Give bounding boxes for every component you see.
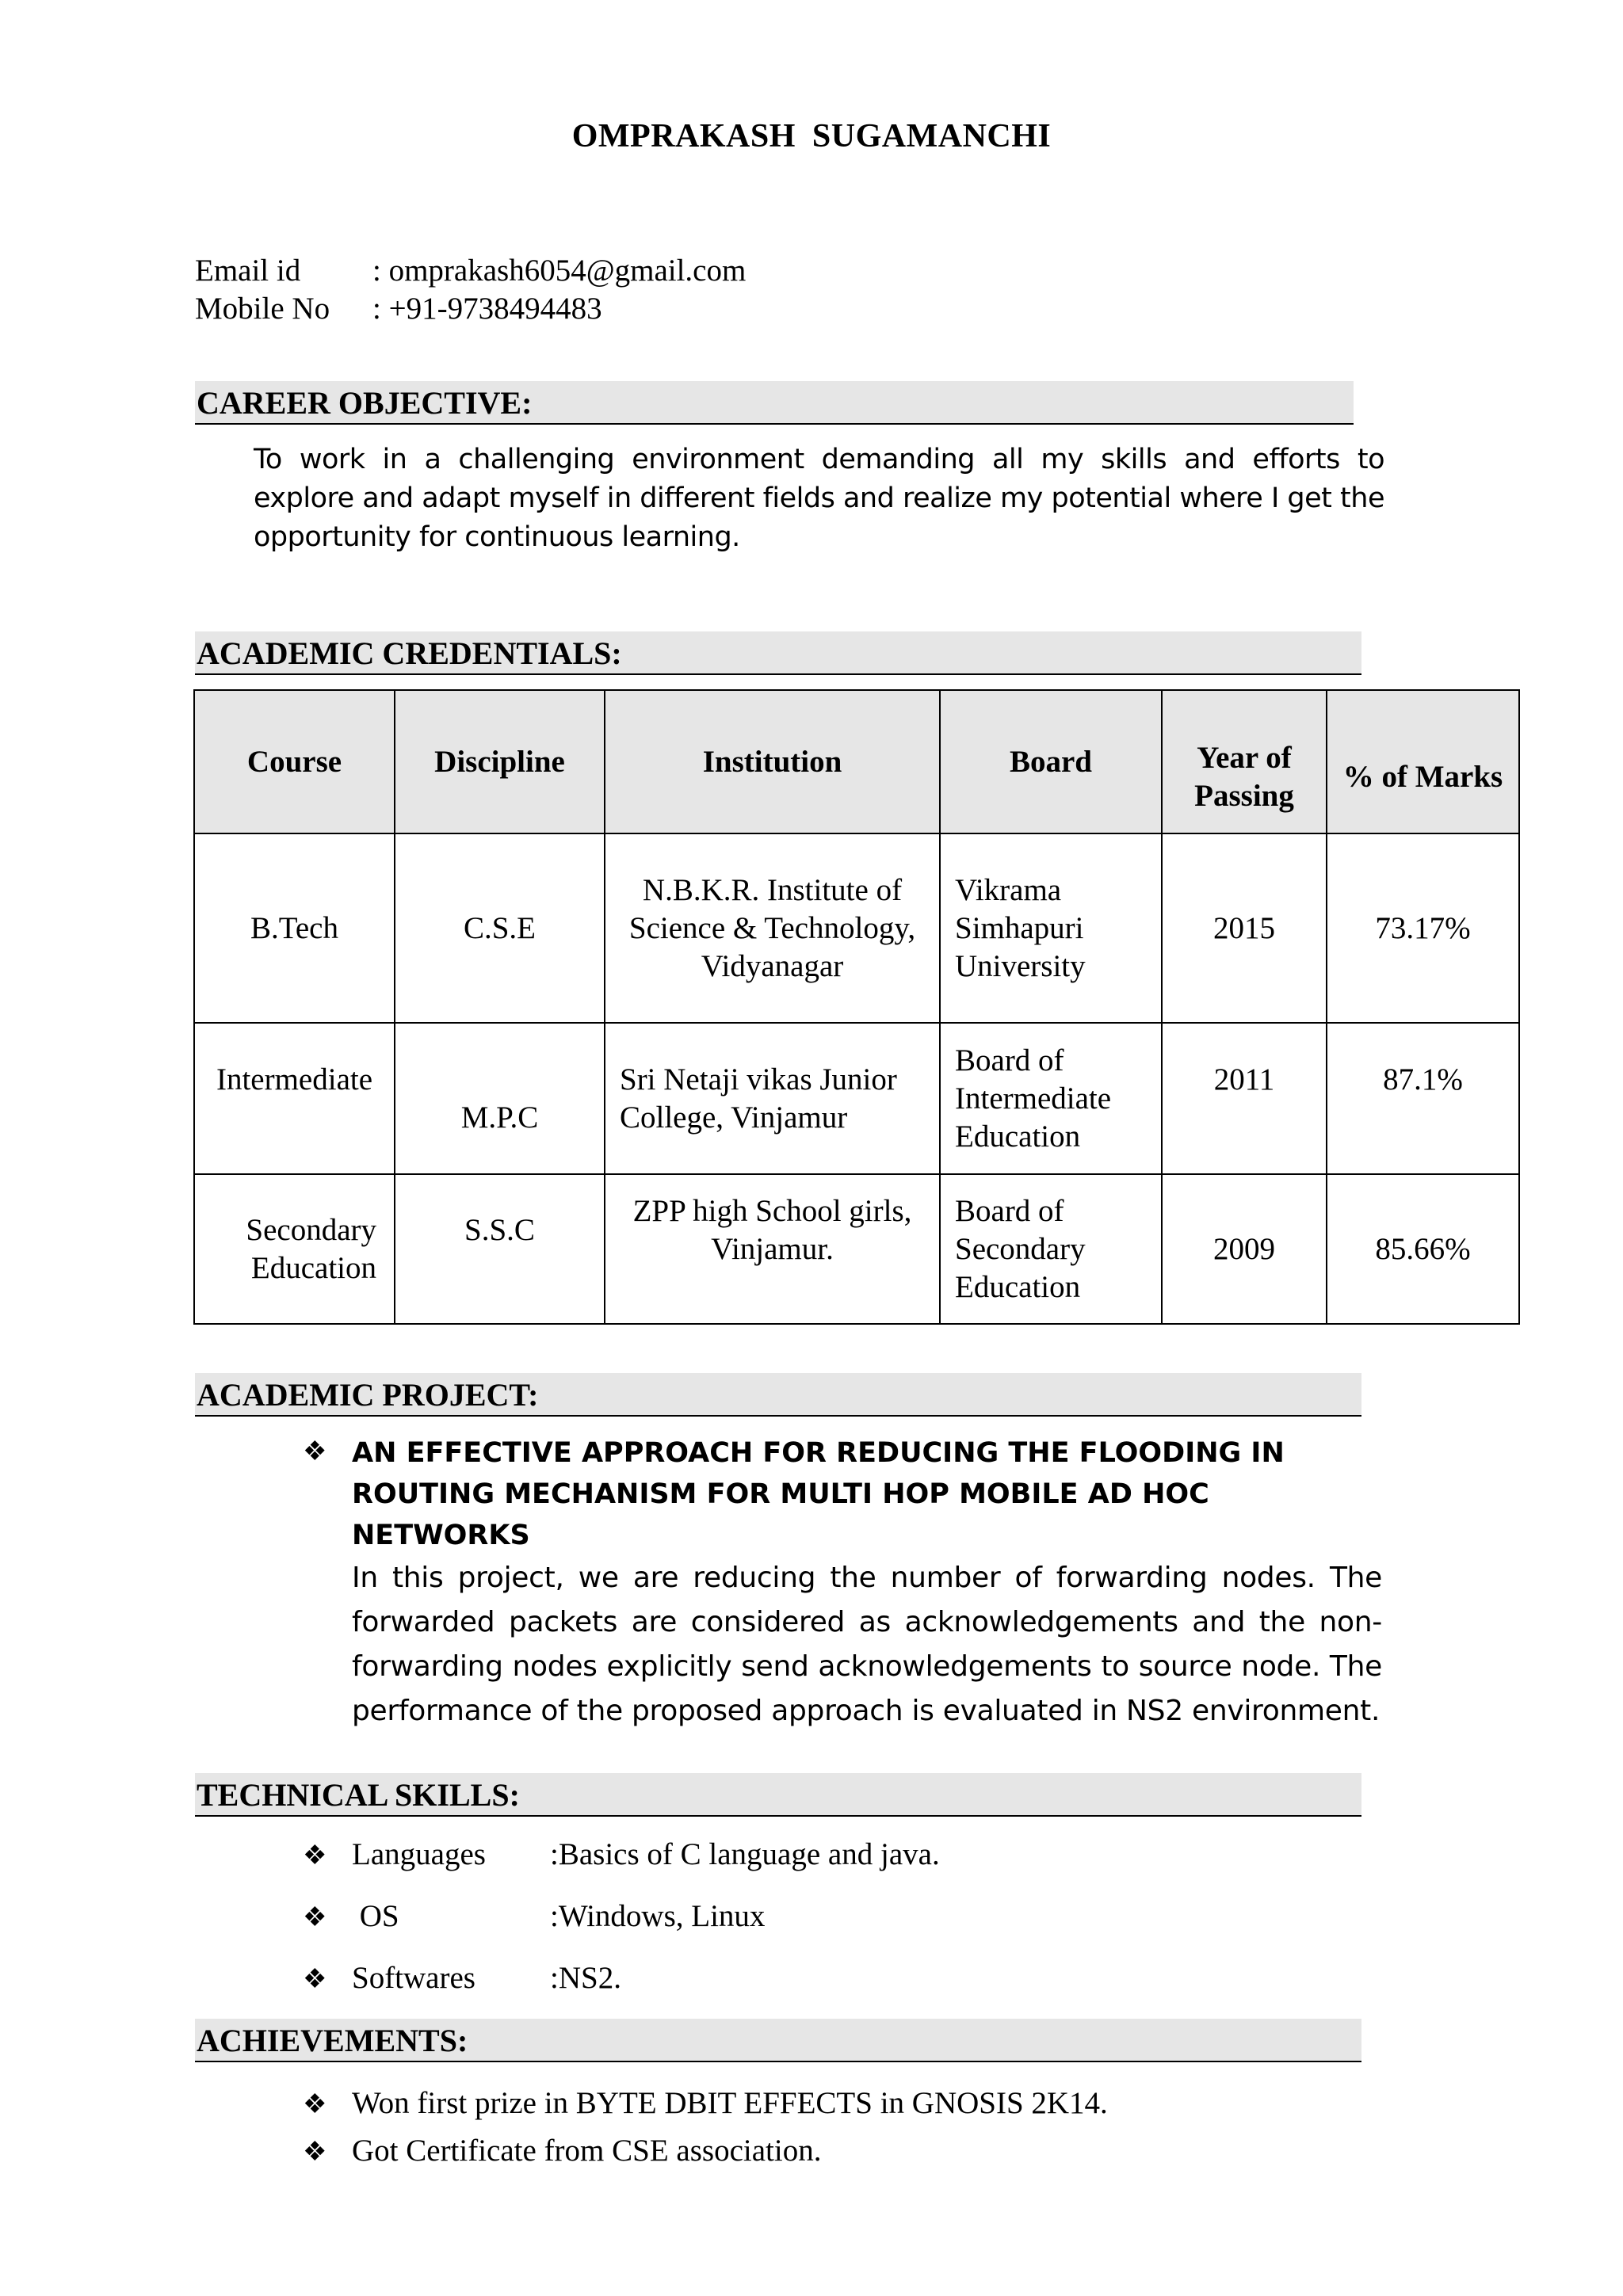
cell-year: 2015 (1162, 833, 1327, 1023)
cell-course: B.Tech (194, 833, 395, 1023)
skill-value: :Basics of C language and java. (550, 1837, 940, 1871)
bullet-icon: ❖ (303, 1437, 327, 1466)
bullet-icon: ❖ (303, 1841, 327, 1871)
cell-marks (1327, 1023, 1519, 1174)
year-text: 2011 (1213, 1062, 1275, 1097)
skill-item (352, 1836, 1144, 1876)
cell-year (1162, 1023, 1327, 1174)
cell-discipline (395, 1174, 605, 1324)
skill-value: :NS2. (550, 1961, 621, 1995)
cell-institution (605, 1174, 940, 1324)
col-header: Course (194, 690, 395, 833)
table-row (194, 833, 1519, 1023)
cell-year: 2009 (1162, 1174, 1327, 1324)
skill-key: OS (352, 1899, 399, 1933)
skill-key: Languages (352, 1837, 486, 1871)
email-label: Email id (195, 254, 301, 288)
section-title: ACHIEVEMENTS: (197, 2023, 468, 2058)
credentials-table (193, 689, 1520, 1325)
contact-block (195, 252, 1146, 331)
bullet-icon: ❖ (303, 1903, 327, 1932)
section-achievements (195, 2019, 1361, 2062)
cell-discipline: C.S.E (395, 833, 605, 1023)
project-title: AN EFFECTIVE APPROACH FOR REDUCING THE FLOODING IN ROUTING MECHANISM FOR MULTI HOP MOBILE AD HOC NETWORKS (352, 1437, 1285, 1551)
cell-discipline (395, 1023, 605, 1174)
section-academic-credentials (195, 631, 1361, 675)
achievement-item: Got Certificate from CSE association. (352, 2134, 822, 2168)
section-title: ACADEMIC PROJECT: (197, 1377, 539, 1413)
bullet-icon: ❖ (303, 2090, 327, 2119)
mobile-label: Mobile No (195, 292, 330, 326)
section-title: TECHNICAL SKILLS: (197, 1777, 520, 1813)
career-objective-text: To work in a challenging environment demanding all my skills and efforts to explore and adapt myself in different fields and realize my potential where I get the opportunity for continuous learning. (254, 444, 1384, 553)
cell-marks: 73.17% (1327, 833, 1519, 1023)
cell-course (194, 1023, 395, 1174)
section-title: CAREER OBJECTIVE: (197, 385, 533, 421)
course-text: Intermediate (216, 1062, 373, 1097)
section-academic-project (195, 1373, 1361, 1417)
mobile-value: : +91-9738494483 (372, 292, 602, 326)
achievement-item: Won first prize in BYTE DBIT EFFECTS in GNOSIS 2K14. (352, 2086, 1108, 2120)
cell-institution: Sri Netaji vikas Junior College, Vinjamur (605, 1023, 940, 1174)
skill-item (352, 1898, 1144, 1938)
bullet-icon: ❖ (303, 1965, 327, 1994)
cell-board: Vikrama Simhapuri University (940, 833, 1162, 1023)
cell-board: Board of Intermediate Education (940, 1023, 1162, 1174)
skill-value: :Windows, Linux (550, 1899, 766, 1933)
skill-item (352, 1960, 1144, 2000)
discipline-text: S.S.C (464, 1212, 535, 1247)
marks-text: 87.1% (1383, 1062, 1463, 1097)
col-header: Board (940, 690, 1162, 833)
section-career-objective (195, 381, 1354, 425)
cell-institution: N.B.K.R. Institute of Science & Technology, Vidyanagar (605, 833, 940, 1023)
discipline-text: M.P.C (460, 1100, 539, 1135)
col-header: % of Marks (1327, 690, 1519, 833)
col-header: Discipline (395, 690, 605, 833)
table-row (194, 1174, 1519, 1324)
col-header: Year of Passing (1162, 690, 1327, 833)
section-technical-skills (195, 1773, 1361, 1817)
bullet-icon: ❖ (303, 2138, 327, 2167)
table-row (194, 1023, 1519, 1174)
cell-board: Board of Secondary Education (940, 1174, 1162, 1324)
email-value: : omprakash6054@gmail.com (372, 254, 747, 288)
cell-course: Secondary Education (194, 1174, 395, 1324)
table-header-row (194, 690, 1519, 833)
project-description: In this project, we are reducing the number of forwarding nodes. The forwarded packets are considered as acknowledgements and the non-forwarding nodes explicitly send acknowledgements to source node. The performance of the proposed approach is evaluated in NS2 environment. (352, 1562, 1382, 1727)
candidate-name: OMPRAKASH SUGAMANCHI (571, 118, 1052, 154)
skill-key: Softwares (352, 1961, 475, 1995)
cell-marks: 85.66% (1327, 1174, 1519, 1324)
institution-text: ZPP high School girls, Vinjamur. (632, 1193, 912, 1266)
section-title: ACADEMIC CREDENTIALS: (197, 635, 622, 671)
col-header: Institution (605, 690, 940, 833)
